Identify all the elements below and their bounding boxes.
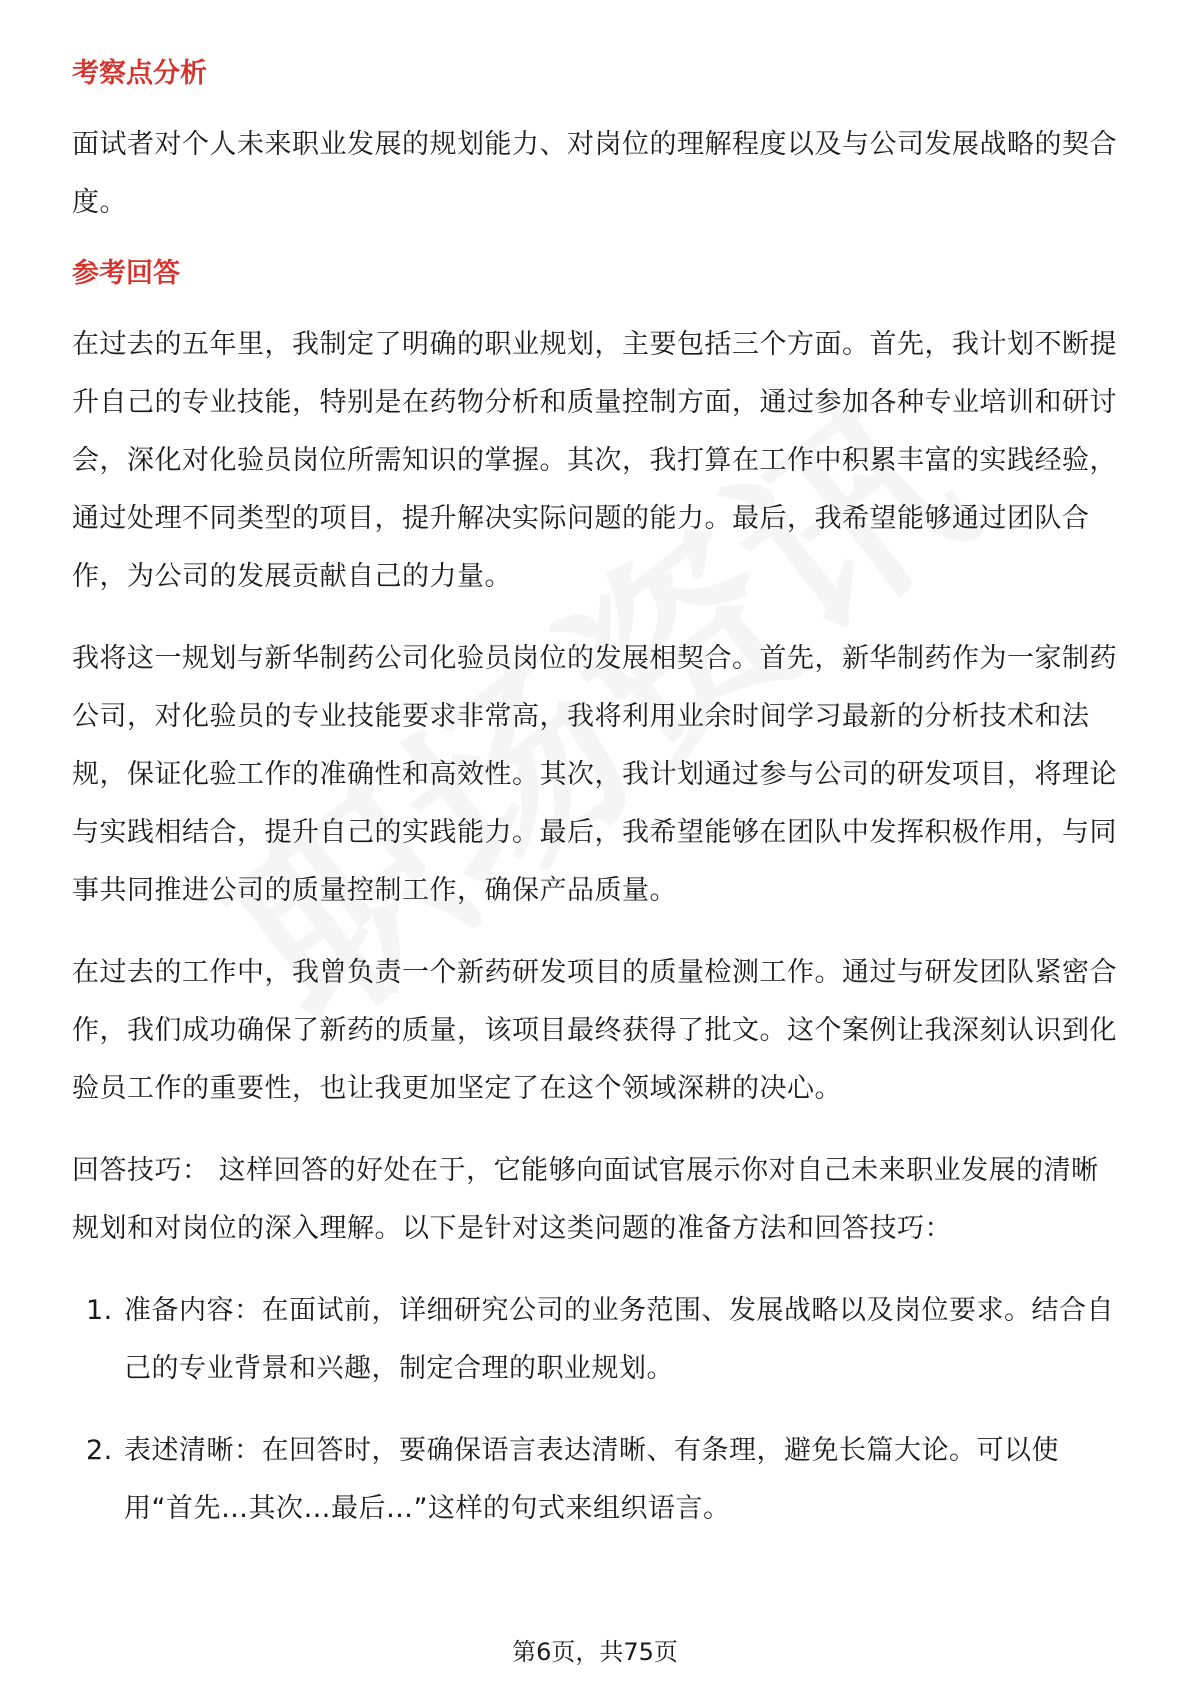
list-item-text: 准备内容：在面试前，详细研究公司的业务范围、发展战略以及岗位要求。结合自己的专业背景和兴趣，制定合理的职业规划。 — [124, 1295, 1114, 1384]
page-content — [72, 44, 1118, 1538]
page-number: 第6页，共75页 — [512, 1638, 678, 1666]
answer-paragraph-2: 我将这一规划与新华制药公司化验员岗位的发展相契合。首先，新华制药作为一家制药公司，对化验员的专业技能要求非常高，我将利用业余时间学习最新的分析技术和法规，保证化验工作的准确性和高效性。其次，我计划通过参与公司的研发项目，将理论与实践相结合，提升自己的实践能力。最后，我希望能够在团队中发挥积极作用，与同事共同推进公司的质量控制工作，确保产品质量。 — [72, 643, 1117, 906]
list-item — [72, 1422, 1118, 1538]
tips-list — [72, 1282, 1118, 1538]
answer-tips-intro: 回答技巧： 这样回答的好处在于，它能够向面试官展示你对自己未来职业发展的清晰规划和对岗位的深入理解。以下是针对这类问题的准备方法和回答技巧： — [72, 1155, 1099, 1244]
list-item-text: 表述清晰：在回答时，要确保语言表达清晰、有条理，避免长篇大论。可以使用“首先…其次…最后…”这样的句式来组织语言。 — [124, 1435, 1059, 1524]
answer-paragraph-1: 在过去的五年里，我制定了明确的职业规划，主要包括三个方面。首先，我计划不断提升自己的专业技能，特别是在药物分析和质量控制方面，通过参加各种专业培训和研讨会，深化对化验员岗位所需知识的掌握。其次，我打算在工作中积累丰富的实践经验，通过处理不同类型的项目，提升解决实际问题的能力。最后，我希望能够通过团队合作，为公司的发展贡献自己的力量。 — [72, 329, 1117, 592]
answer-paragraph-3: 在过去的工作中，我曾负责一个新药研发项目的质量检测工作。通过与研发团队紧密合作，我们成功确保了新药的质量，该项目最终获得了批文。这个案例让我深刻认识到化验员工作的重要性，也让我更加坚定了在这个领域深耕的决心。 — [72, 957, 1117, 1104]
analysis-text: 面试者对个人未来职业发展的规划能力、对岗位的理解程度以及与公司发展战略的契合度。 — [72, 129, 1117, 218]
list-item-number: 2. — [86, 1435, 113, 1466]
answer-heading: 参考回答 — [72, 258, 180, 289]
analysis-heading: 考察点分析 — [72, 58, 207, 89]
list-item — [72, 1282, 1118, 1398]
list-item-number: 1. — [86, 1295, 113, 1326]
